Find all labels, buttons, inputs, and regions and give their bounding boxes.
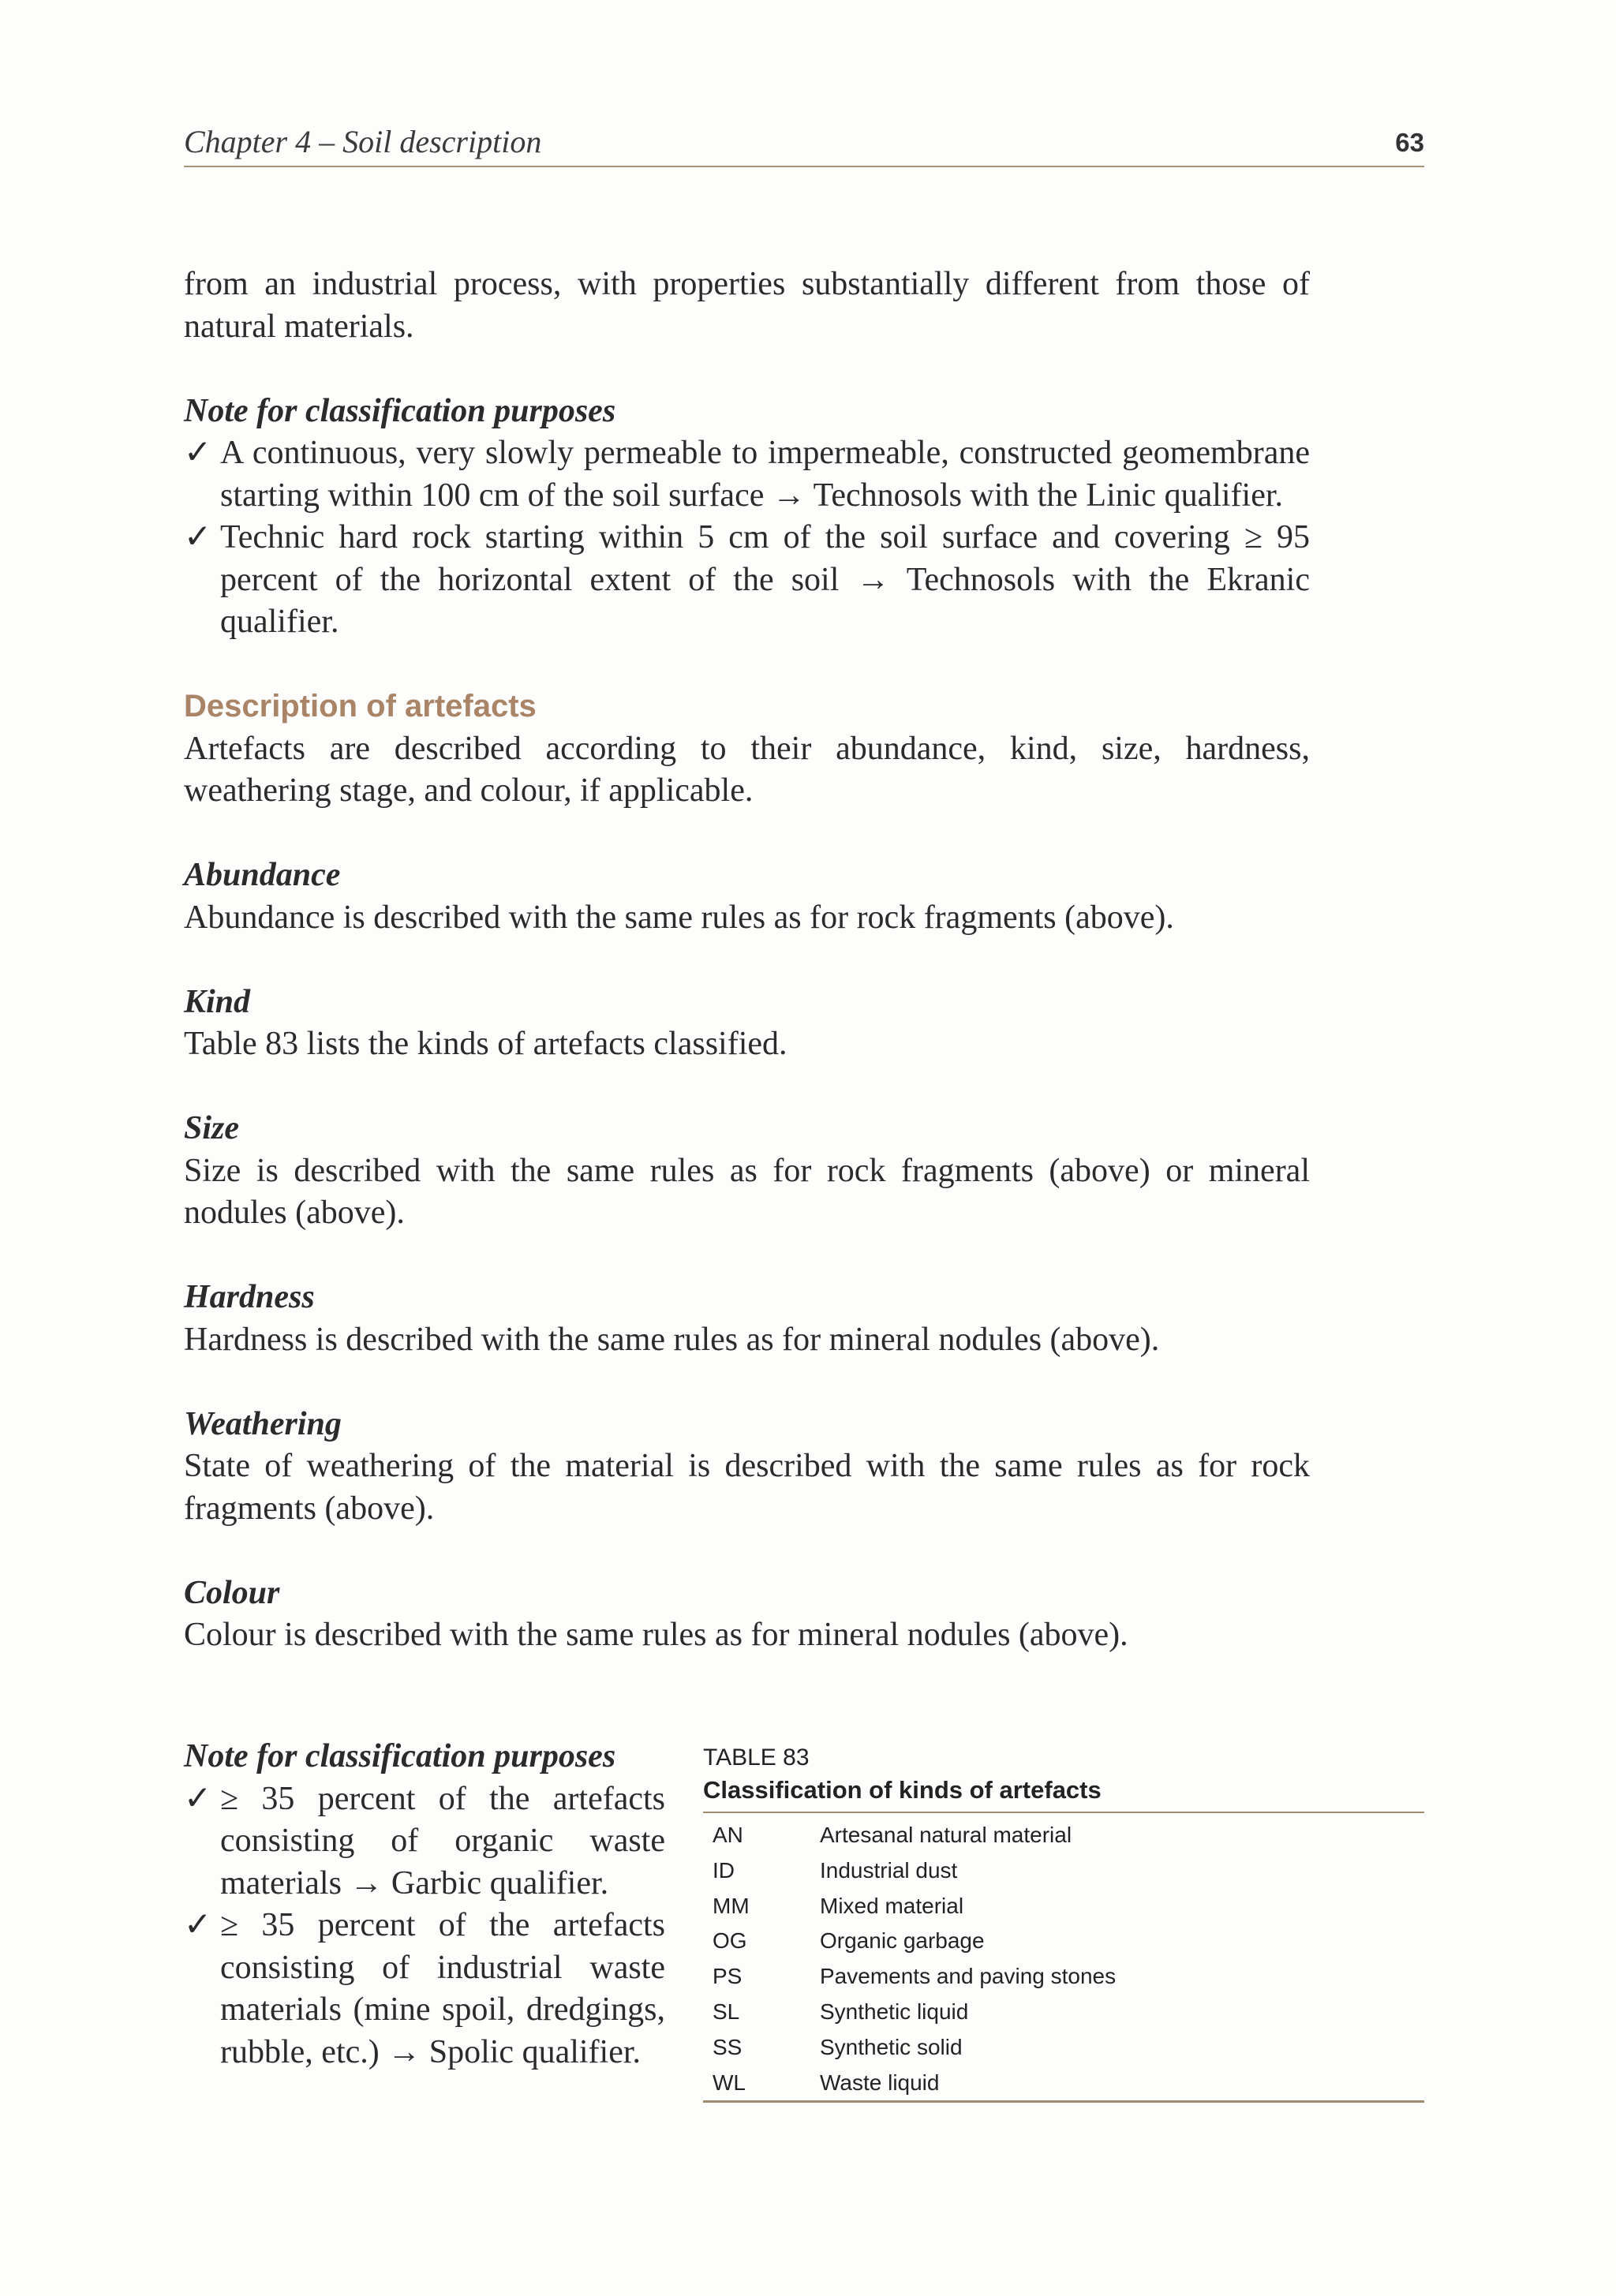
main-content: [184, 264, 1310, 1657]
note-column: [184, 1736, 665, 2074]
page-header: [184, 120, 1424, 167]
subsection-text-kind: Table 83 lists the kinds of artefacts classified.: [184, 1026, 787, 1062]
subsection-text-colour: Colour is described with the same rules as for mineral nodules (above).: [184, 1617, 1128, 1653]
code-cell: PS: [713, 1964, 743, 1989]
chapter-title: Chapter 4 – Soil description: [184, 124, 542, 159]
table-row: [703, 2066, 1424, 2102]
table-row: [703, 1889, 1424, 1924]
subsection-heading-colour: Colour: [184, 1574, 280, 1611]
check-mark-icon: ✓: [184, 1780, 212, 1817]
note-item: [184, 517, 1310, 644]
subsection-text-size: Size is described with the same rules as for rock fragments (above) or mineral nodules (above).: [184, 1152, 1310, 1231]
page-number: 63: [1395, 128, 1424, 157]
code-cell: OG: [713, 1928, 747, 1954]
check-mark-icon: ✓: [184, 435, 212, 471]
subsection-text-abundance: Abundance is described with the same rules as for rock fragments (above).: [184, 899, 1174, 936]
description-paragraph: Artefacts are described according to their abundance, kind, size, hardness, weathering stage, and colour, if applicable.: [184, 730, 1310, 809]
desc-cell: Synthetic solid: [820, 2034, 963, 2059]
note-item-text: A continuous, very slowly permeable to impermeable, constructed geomembrane starting within 100 cm of the soil surface → Technosols with the Linic qualifier.: [220, 435, 1310, 514]
note-list-2: [184, 1778, 665, 2074]
subsection-heading-abundance: Abundance: [184, 857, 341, 893]
subsection-text-weathering: State of weathering of the material is described with the same rules as for rock fragments (above).: [184, 1448, 1310, 1527]
desc-cell: Synthetic liquid: [820, 1999, 969, 2024]
code-cell: SS: [713, 2034, 743, 2059]
subsection-heading-size: Size: [184, 1110, 240, 1146]
desc-cell: Organic garbage: [820, 1928, 985, 1954]
note-item: [184, 432, 1310, 517]
subsection-heading-weathering: Weathering: [184, 1405, 342, 1442]
section-title: Description of artefacts: [184, 689, 537, 724]
table-label: TABLE 83: [703, 1744, 810, 1771]
note-item: [184, 1905, 665, 2074]
bottom-section: [184, 1736, 1424, 2130]
subsection-text-hardness: Hardness is described with the same rules as for mineral nodules (above).: [184, 1321, 1160, 1358]
intro-paragraph: from an industrial process, with properties substantially different from those of natural materials.: [184, 266, 1310, 345]
note-item-text: ≥ 35 percent of the artefacts consisting of organic waste materials → Garbic qualifier.: [220, 1780, 665, 1901]
table-title: Classification of kinds of artefacts: [703, 1774, 1424, 1813]
code-cell: AN: [713, 1823, 743, 1847]
note-item-text: Technic hard rock starting within 5 cm of the soil surface and covering ≥ 95 percent of the horizontal extent of the soil → Technosols with the Ekranic qualifier.: [220, 519, 1310, 640]
code-cell: SL: [713, 1999, 740, 2024]
note-item-text: ≥ 35 percent of the artefacts consisting of industrial waste materials (mine spoil, dredgings, rubble, etc.) → Spolic qualifier.: [220, 1907, 665, 2070]
note-heading-1: Note for classification purposes: [184, 392, 616, 429]
artefact-kinds-table: [703, 1813, 1424, 2103]
note-list-1: [184, 432, 1310, 644]
table-row: [703, 1853, 1424, 1889]
desc-cell: Mixed material: [820, 1893, 964, 1918]
desc-cell: Industrial dust: [820, 1857, 958, 1883]
code-cell: WL: [713, 2070, 746, 2095]
note-heading-2: Note for classification purposes: [184, 1738, 616, 1774]
table-row: [703, 1813, 1424, 1853]
desc-cell: Waste liquid: [820, 2070, 940, 2095]
table-row: [703, 1924, 1424, 1959]
table-row: [703, 1959, 1424, 1995]
table-83: [703, 1742, 1424, 2103]
check-mark-icon: ✓: [184, 519, 212, 555]
table-row: [703, 1995, 1424, 2030]
subsection-heading-kind: Kind: [184, 983, 251, 1020]
desc-cell: Pavements and paving stones: [820, 1964, 1117, 1989]
check-mark-icon: ✓: [184, 1907, 212, 1943]
table-row: [703, 2030, 1424, 2066]
code-cell: ID: [713, 1857, 735, 1883]
code-cell: MM: [713, 1893, 750, 1918]
note-item: [184, 1778, 665, 1905]
desc-cell: Artesanal natural material: [820, 1823, 1072, 1847]
subsection-heading-hardness: Hardness: [184, 1279, 315, 1315]
